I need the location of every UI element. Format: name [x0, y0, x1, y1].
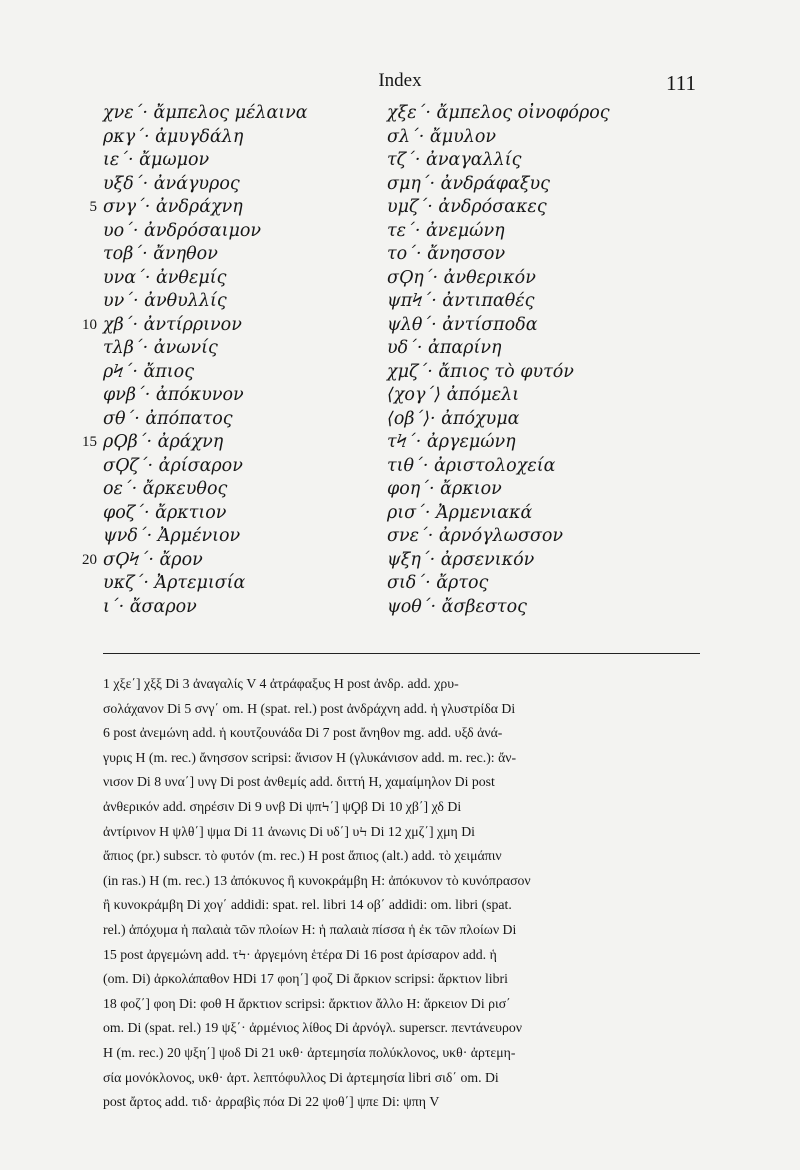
- apparatus-line: post ἄρτος add. τιδ· ἀρραβὶς πόα Di 22 ψοθ΄] ψπε Di: ψπη V: [103, 1094, 440, 1110]
- apparatus-divider: [103, 653, 700, 654]
- entry-text: ψνδ΄· Ἀρμένιον: [103, 526, 241, 546]
- index-entry: χξε΄· ἄμπελος οἰνοφόρος: [387, 103, 610, 123]
- entry-text: φοζ΄· ἄρκτιον: [103, 502, 227, 523]
- entry-text: ρϞ΄· ἄπιος: [103, 361, 195, 382]
- entry-text: ι΄· ἄσαρον: [103, 596, 197, 617]
- index-entry: [103, 525, 308, 549]
- line-number: 15: [82, 434, 97, 450]
- line-number: 20: [82, 551, 97, 568]
- index-entry: [103, 455, 308, 479]
- entry-text: ρϘβ΄· ἀράχνη: [103, 432, 224, 452]
- apparatus-line: ἀνθερικόν add. σηρέσιν Di 9 υνβ Di ψπϞ΄] ψϘβ Di 10 χβ΄] χδ Di: [103, 798, 462, 814]
- index-entry: χμζ΄· ἄπιος τὸ φυτόν: [387, 361, 574, 382]
- index-entry: φοη΄· ἄρκιον: [387, 479, 502, 499]
- index-entry: σϘη΄· ἀνθερικόν: [387, 267, 536, 288]
- index-column-right: [387, 102, 610, 619]
- index-entry: [103, 596, 308, 620]
- index-entry: [103, 149, 308, 173]
- entry-text: υκζ΄· Ἀρτεμισία: [103, 573, 246, 593]
- index-entry: σιδ΄· ἄρτος: [387, 573, 489, 593]
- index-entry: [103, 290, 308, 314]
- index-entry: ⟨οβ΄⟩· ἀπόχυμα: [387, 408, 520, 429]
- index-entry: ⟨χογ΄⟩ ἀπόμελι: [387, 385, 520, 405]
- page-number: 111: [666, 71, 696, 95]
- apparatus-line: 1 χξε΄] χξξ Di 3 ἀναγαλίς V 4 ἀτράφαξυς H post ἀνδρ. add. χρυ-: [103, 676, 459, 691]
- entry-text: οε΄· ἄρκευθος: [103, 479, 228, 499]
- index-entry: ψπϞ΄· ἀντιπαθές: [387, 291, 535, 311]
- index-entry: σλ΄· ἄμυλον: [387, 126, 497, 147]
- index-entry: [82, 431, 308, 455]
- apparatus-line: ἄπιος (pr.) subscr. τὸ φυτόν (m. rec.) H post ἄπιος (alt.) add. τὸ χειμάπιν: [103, 848, 502, 864]
- index-entry: υμζ΄· ἀνδρόσακες: [387, 197, 547, 217]
- index-entry: τζ΄· ἀναγαλλίς: [387, 150, 522, 170]
- entry-text: χβ΄· ἀντίρρινον: [103, 314, 242, 335]
- index-entry: [103, 267, 308, 291]
- apparatus-line: σολάχανον Di 5 σνγ΄ om. H (spat. rel.) post ἀνδράχνη add. ἡ γλυστρίδα Di: [103, 700, 516, 716]
- index-entry: [103, 502, 308, 526]
- index-entry: [103, 243, 308, 267]
- index-entry: [89, 196, 308, 220]
- critical-apparatus: [103, 672, 703, 1115]
- index-entry: το΄· ἄνησσον: [387, 244, 506, 264]
- apparatus-line: 15 post ἀργεμώνη add. τϞ· ἀργεμόνη ἑτέρα Di 16 post ἀρίσαρον add. ἡ: [103, 946, 497, 962]
- entry-text: τοβ΄· ἄνηθον: [103, 244, 218, 264]
- entry-text: χνε΄· ἄμπελος μέλαινα: [103, 103, 308, 123]
- index-entry: σμη΄· ἀνδράφαξυς: [387, 173, 550, 194]
- apparatus-line: σία μονόκλονος, υκθ· ἀρτ. λεπτόφυλλος Di ἀρτεμησία libri σιδ΄ om. Di: [103, 1069, 499, 1085]
- entry-text: σϘϞ΄· ἄρον: [103, 549, 203, 570]
- index-entry: [103, 361, 308, 385]
- apparatus-line: 6 post ἀνεμώνη add. ἡ κουτζουνάδα Di 7 post ἄνηθον mg. add. υξδ ἀνά-: [103, 725, 503, 741]
- index-entry: τϞ΄· ἀργεμώνη: [387, 432, 516, 452]
- index-entry: [103, 173, 308, 197]
- line-number: 10: [82, 316, 97, 333]
- entry-text: ρκγ΄· ἀμυγδάλη: [103, 126, 244, 147]
- entry-text: τλβ΄· ἀνωνίς: [103, 338, 218, 358]
- index-entry: [82, 314, 308, 338]
- entry-text: φνβ΄· ἀπόκυνον: [103, 385, 244, 405]
- index-entry: τιθ΄· ἀριστολοχεία: [387, 455, 556, 476]
- index-entry: [103, 220, 308, 244]
- index-entry: [103, 102, 308, 126]
- index-entry: τε΄· ἀνεμώνη: [387, 220, 505, 241]
- apparatus-line: γυρις H (m. rec.) ἄνησσον scripsi: ἄνισον H (γλυκάνισον add. m. rec.): ἄν-: [103, 749, 517, 765]
- index-entry: [103, 337, 308, 361]
- apparatus-line: νισον Di 8 υνα΄] υνγ Di post ἀνθεμίς add. διττή H, χαμαίμηλον Di post: [103, 774, 495, 790]
- apparatus-line: ἢ κυνοκράμβη Di χογ΄ addidi: spat. rel. libri 14 οβ΄ addidi: om. libri (spat.: [103, 897, 512, 913]
- index-column-left: [82, 102, 308, 619]
- entry-text: ιε΄· ἄμωμον: [103, 150, 210, 170]
- entry-text: υο΄· ἀνδρόσαιμον: [103, 220, 262, 241]
- page-title: Index: [378, 70, 422, 91]
- apparatus-line: om. Di (spat. rel.) 19 ψξ΄· ἀρμένιος λίθος Di ἀρνόγλ. superscr. πεντάνευρον: [103, 1020, 523, 1036]
- apparatus-line: rel.) ἀπόχυμα ἡ παλαιὰ τῶν πλοίων H: ἡ παλαιὰ πίσσα ἡ ἐκ τῶν πλοίων Di: [103, 921, 517, 937]
- index-entry: [103, 572, 308, 596]
- apparatus-line: (om. Di) ἀρκολάπαθον HDi 17 φοη΄] φοζ Di ἄρκιον scripsi: ἄρκτιον libri: [103, 971, 508, 987]
- index-entry: ρισ΄· Ἀρμενιακά: [387, 502, 533, 523]
- apparatus-line: 18 φοζ΄] φοη Di: φοθ H ἄρκτιον scripsi: ἄρκτιον ἄλλο H: ἄρκειον Di ρισ΄: [103, 995, 511, 1011]
- index-entry: [103, 408, 308, 432]
- entry-text: υνα΄· ἀνθεμίς: [103, 267, 227, 288]
- index-entry: ψλθ΄· ἀντίσποδα: [387, 314, 538, 335]
- entry-text: υν΄· ἀνθυλλίς: [103, 291, 227, 311]
- line-number: 5: [89, 199, 97, 215]
- index-entry: [103, 478, 308, 502]
- apparatus-line: (in ras.) H (m. rec.) 13 ἀπόκυνος ἢ κυνοκράμβη H: ἀπόκυνον τὸ κυνόπρασον: [103, 872, 531, 888]
- running-head: [0, 70, 800, 94]
- index-entry: ψοθ΄· ἄσβεστος: [387, 596, 527, 617]
- apparatus-line: H (m. rec.) 20 ψξη΄] ψοδ Di 21 υκθ· ἀρτεμησία πολύκλονος, υκθ· ἀρτεμη-: [103, 1044, 516, 1060]
- index-entry: υδ΄· ἀπαρίνη: [387, 338, 502, 358]
- index-entry: [82, 549, 308, 573]
- entry-text: σθ΄· ἀπόπατος: [103, 408, 233, 429]
- entry-text: υξδ΄· ἀνάγυρος: [103, 173, 240, 194]
- apparatus-line: ἀντίρινον H ψλθ΄] ψμα Di 11 ἀνωνις Di υδ΄] υϞ Di 12 χμζ΄] χμη Di: [103, 823, 476, 839]
- entry-text: σϘζ΄· ἀρίσαρον: [103, 455, 243, 476]
- index-entry: σνε΄· ἀρνόγλωσσον: [387, 526, 564, 546]
- index-entry: [103, 384, 308, 408]
- index-entry: [103, 126, 308, 150]
- index-entry: ψξη΄· ἀρσενικόν: [387, 549, 535, 570]
- entry-text: σνγ΄· ἀνδράχνη: [103, 197, 243, 217]
